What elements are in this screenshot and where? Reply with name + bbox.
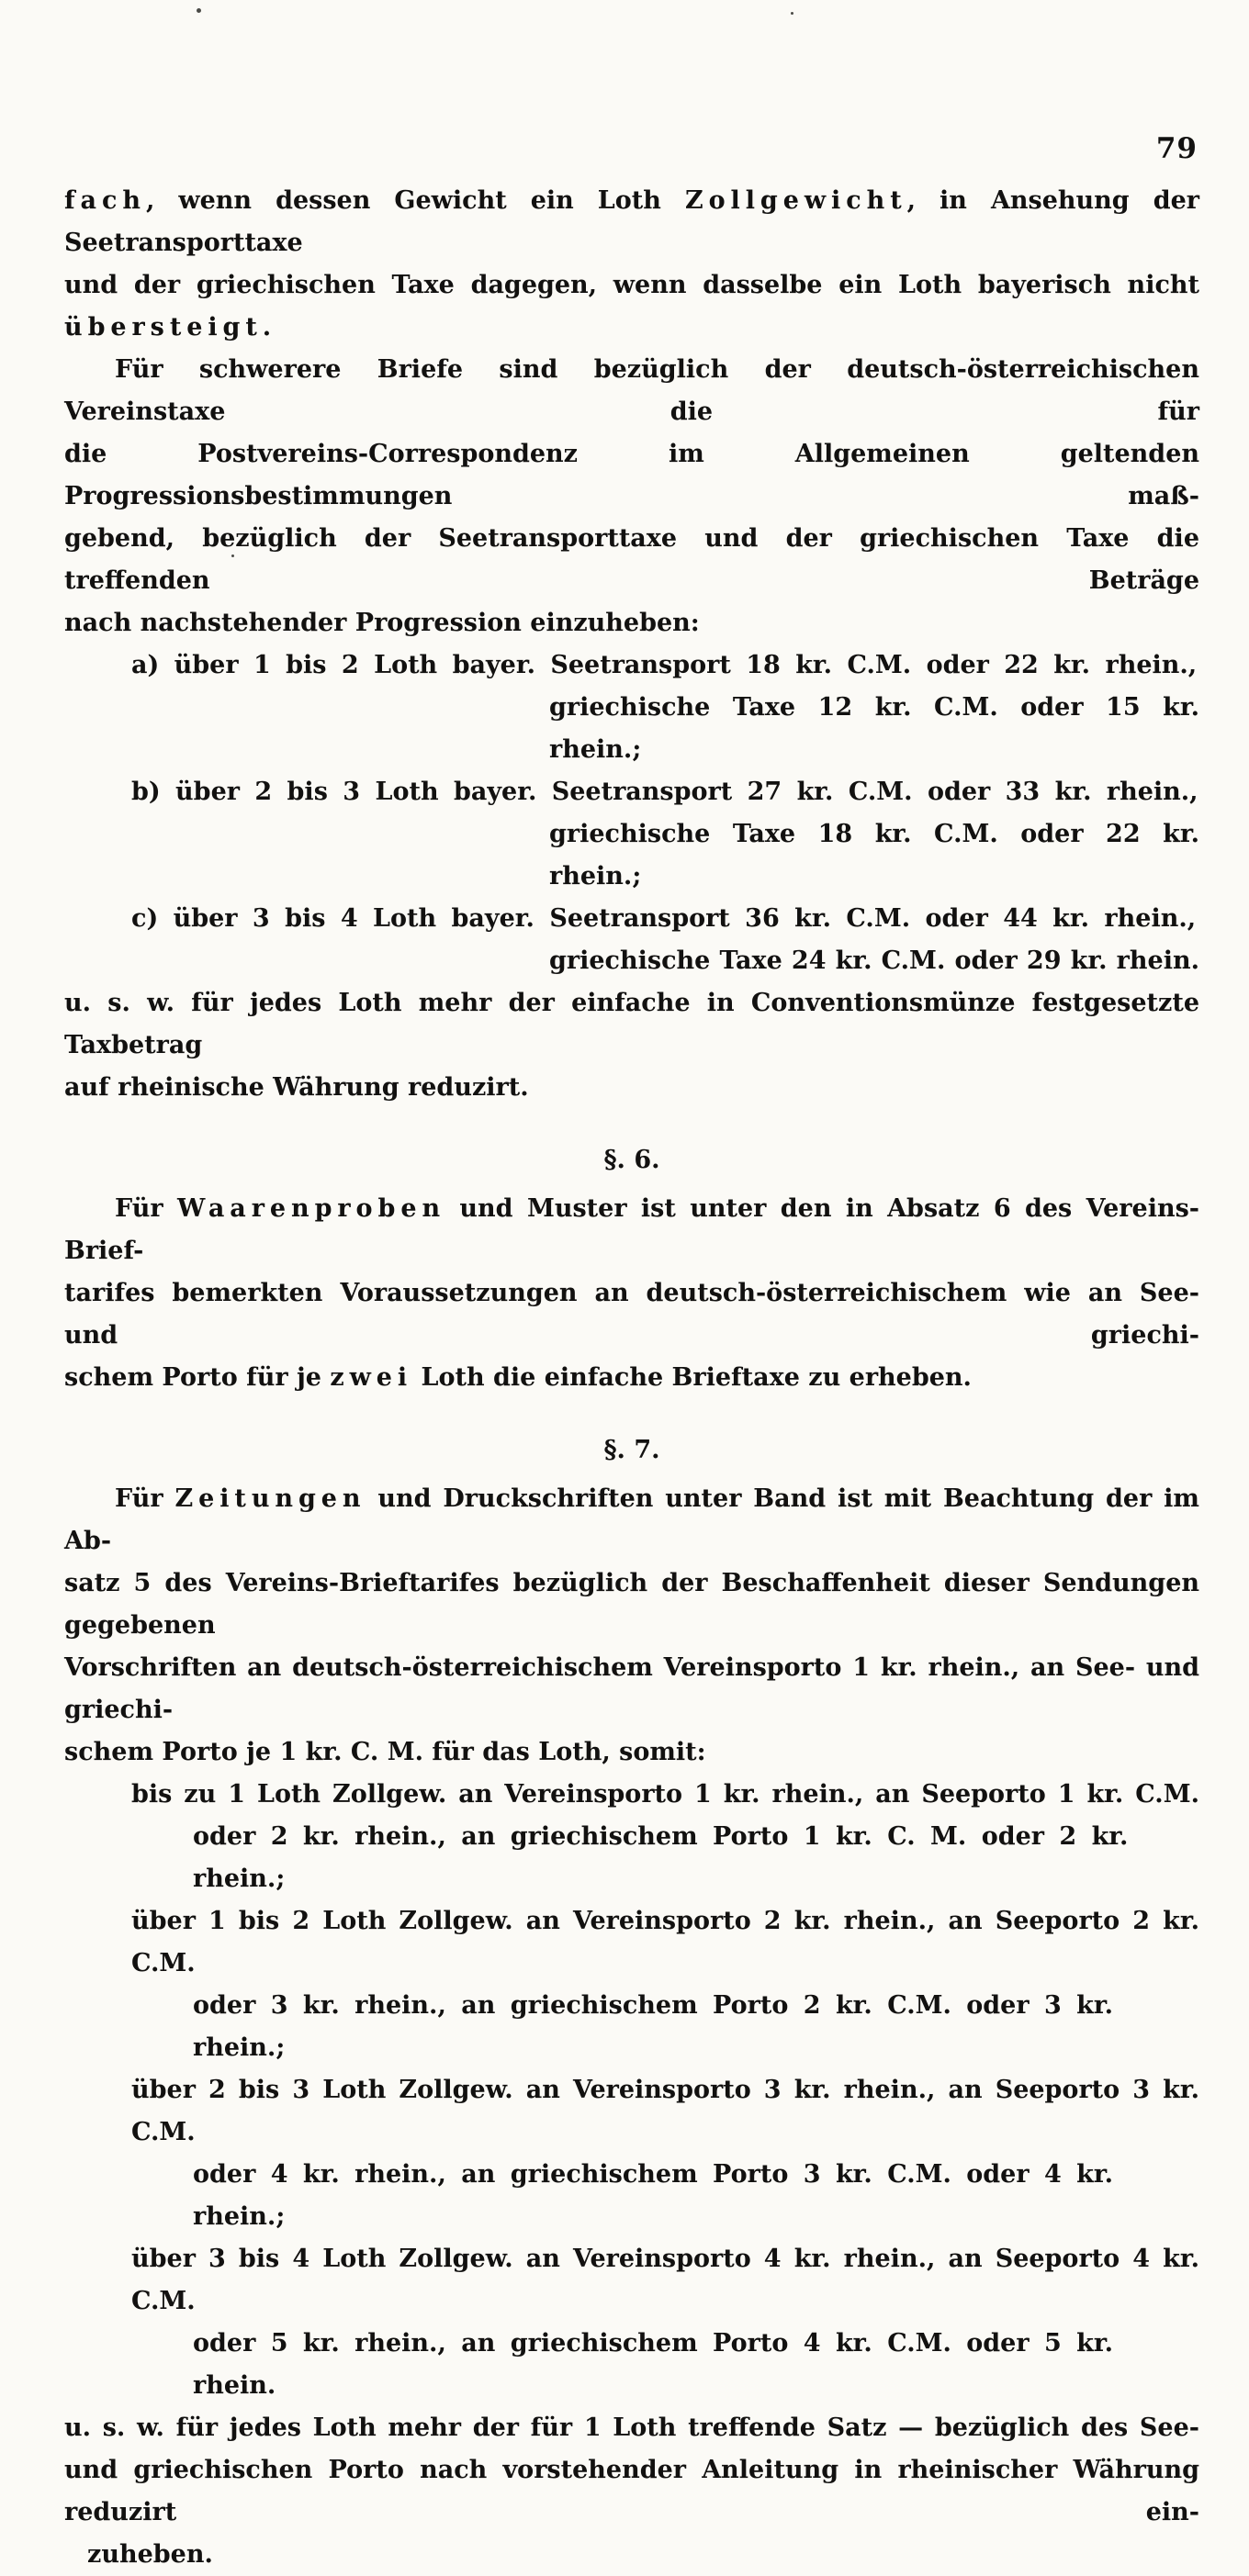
text-line: schem Porto für je zwei Loth die einfache Brieftaxe zu erheben. [64, 1363, 972, 1392]
text-line: oder 3 kr. rhein., an griechischem Porto 2 kr. C.M. oder 3 kr. rhein.; [193, 1991, 1114, 2062]
text-line: auf rheinische Währung reduzirt. [64, 1073, 529, 1102]
text-line: über 3 bis 4 Loth Zollgew. an Vereinsporto 4 kr. rhein., an Seeporto 4 kr. C.M. [131, 2245, 1199, 2315]
text-line: und der griechischen Taxe dagegen, wenn dasselbe ein Loth bayerisch nicht übersteigt. [64, 271, 1199, 342]
emphasized-text: Zollgewicht [684, 186, 907, 215]
paragraph [64, 180, 1199, 349]
text-line: oder 2 kr. rhein., an griechischem Porto 1 kr. C. M. oder 2 kr. rhein.; [193, 1822, 1129, 1893]
text-line: u. s. w. für jedes Loth mehr der einfache in Conventionsmünze festgesetzte Taxbetrag [64, 989, 1199, 1059]
text-line: griechische Taxe 12 kr. C.M. oder 15 kr. rhein.; [549, 693, 1199, 764]
scan-speck [197, 8, 201, 13]
text-line: bis zu 1 Loth Zollgew. an Vereinsporto 1 kr. rhein., an Seeporto 1 kr. C.M. [131, 1780, 1199, 1809]
page-text [64, 180, 1199, 2576]
page-number: 79 [1155, 132, 1198, 165]
section-heading: §. 7. [603, 1436, 660, 1464]
text-line: gebend, bezüglich der Seetransporttaxe und der griechischen Taxe die treffenden Beträge [64, 524, 1199, 595]
paragraph [64, 1478, 1199, 1774]
text-line: Für schwerere Briefe sind bezüglich der deutsch-österreichischen Vereinstaxe die für [64, 355, 1199, 426]
tariff-list [64, 1774, 1199, 2407]
text-line: zuheben. [87, 2540, 213, 2569]
paragraph [64, 2407, 1199, 2576]
paragraph [64, 1188, 1199, 1399]
text-line: satz 5 des Vereins-Brieftarifes bezüglich der Beschaffenheit dieser Sendungen gegebenen [64, 1569, 1199, 1640]
text-line: c) über 3 bis 4 Loth bayer. Seetransport 36 kr. C.M. oder 44 kr. rhein., [131, 904, 1197, 933]
text-line: die Postvereins-Correspondenz im Allgemeinen geltenden Progressionsbestimmungen maß- [64, 440, 1199, 510]
text-line: oder 4 kr. rhein., an griechischem Porto 3 kr. C.M. oder 4 kr. rhein.; [193, 2160, 1114, 2231]
text-line: und griechischen Porto nach vorstehender Anleitung in rheinischer Währung reduzirt ein- [64, 2456, 1199, 2526]
text-line: tarifes bemerkten Voraussetzungen an deutsch-österreichischem wie an See- und griechi- [64, 1279, 1199, 1350]
text-line: oder 5 kr. rhein., an griechischem Porto 4 kr. C.M. oder 5 kr. rhein. [193, 2329, 1114, 2400]
text-line: Für Zeitungen und Druckschriften unter Band ist mit Beachtung der im Ab- [64, 1484, 1200, 1555]
text-line: griechische Taxe 18 kr. C.M. oder 22 kr. rhein.; [549, 820, 1199, 890]
emphasized-text: fach [64, 186, 146, 215]
tariff-list [64, 644, 1199, 982]
text-line: über 1 bis 2 Loth Zollgew. an Vereinsporto 2 kr. rhein., an Seeporto 2 kr. C.M. [131, 1907, 1199, 1977]
text-line: über 2 bis 3 Loth Zollgew. an Vereinsporto 3 kr. rhein., an Seeporto 3 kr. C.M. [131, 2076, 1199, 2146]
text-line: fach, wenn dessen Gewicht ein Loth Zollgewicht, in Ansehung der Seetransporttaxe [64, 186, 1200, 257]
text-line: a) über 1 bis 2 Loth bayer. Seetransport 18 kr. C.M. oder 22 kr. rhein., [131, 651, 1198, 679]
paragraph [64, 982, 1199, 1109]
section-heading: §. 6. [603, 1146, 660, 1174]
text-line: b) über 2 bis 3 Loth bayer. Seetransport 27 kr. C.M. oder 33 kr. rhein., [131, 778, 1198, 806]
text-line: Für Waarenproben und Muster ist unter den in Absatz 6 des Vereins-Brief- [64, 1194, 1199, 1265]
paragraph [64, 349, 1199, 644]
text-line: u. s. w. für jedes Loth mehr der für 1 Loth treffende Satz — bezüglich des See- [64, 2414, 1199, 2442]
text-line: griechische Taxe 24 kr. C.M. oder 29 kr. rhein. [549, 946, 1199, 975]
text-line: Vorschriften an deutsch-österreichischem Vereinsporto 1 kr. rhein., an See- und griechi- [64, 1653, 1199, 1724]
text-line: schem Porto je 1 kr. C. M. für das Loth, somit: [64, 1738, 706, 1766]
emphasized-text: Waarenproben [176, 1194, 446, 1223]
scan-speck [791, 12, 793, 15]
emphasized-text: Zeitungen [174, 1484, 366, 1513]
emphasized-text: übersteigt [64, 313, 263, 342]
emphasized-text: zwei [330, 1363, 413, 1392]
text-line: nach nachstehender Progression einzuheben: [64, 609, 700, 637]
